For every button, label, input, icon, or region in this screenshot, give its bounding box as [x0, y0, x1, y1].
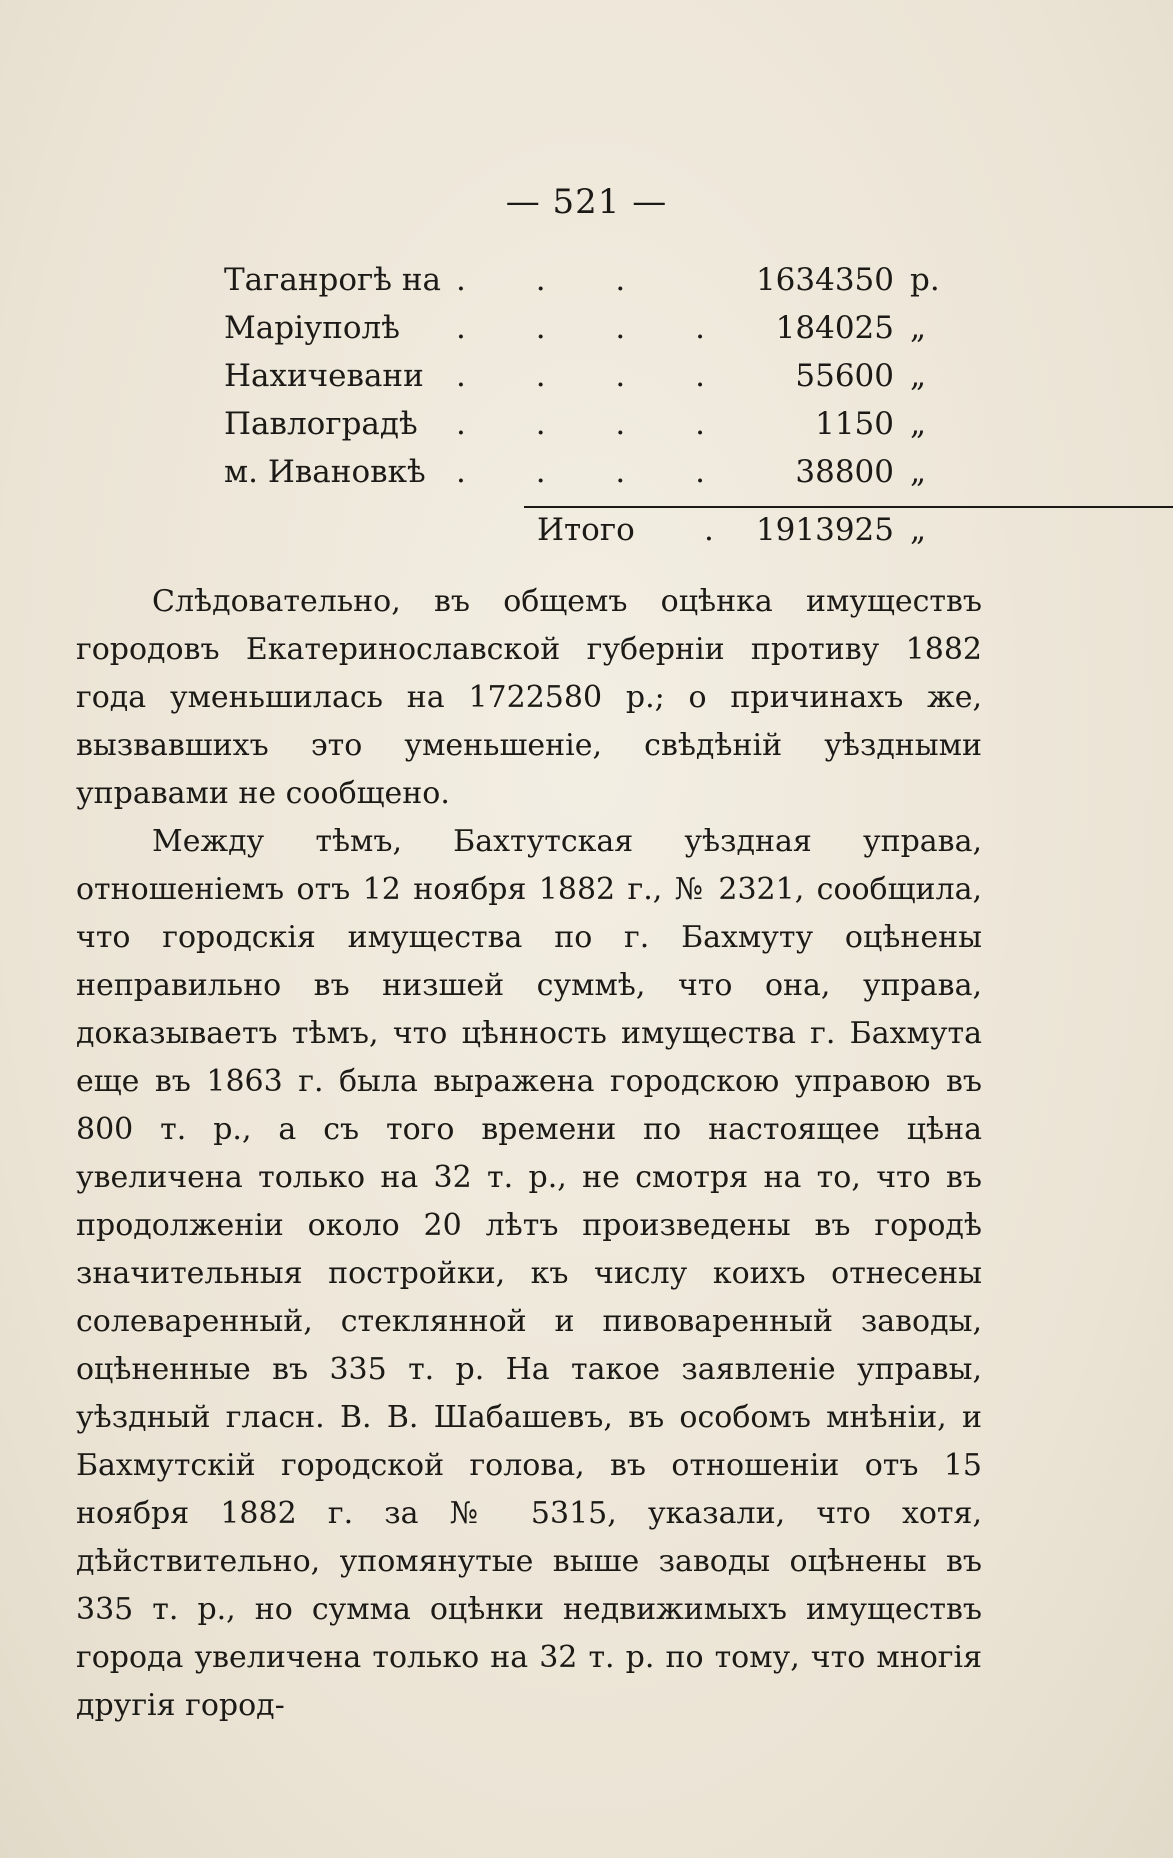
- city-name: Павлоградѣ: [224, 406, 418, 442]
- valuation-amount: 55600: [795, 358, 894, 394]
- table-row: [224, 454, 980, 502]
- total-label: Итого: [537, 512, 635, 548]
- city-name: Таганрогѣ на: [224, 262, 441, 298]
- table-row: [224, 406, 980, 454]
- paragraph-bakhmut: Между тѣмъ, Бахтутская уѣздная управа, отношеніемъ отъ 12 ноября 1882 г., № 2321, сообщила, что городскія имущества по г. Бахмуту оцѣнены неправильно въ низшей суммѣ, что она, управа, доказываетъ тѣмъ, что цѣнность имущества г. Бахмута еще въ 1863 г. была выражена городскою управою въ 800 т. р., а съ того времени по настоящее цѣна увеличена только на 32 т. р., не смотря на то, что въ продолженіи около 20 лѣтъ произведены въ городѣ значительныя постройки, къ числу коихъ отнесены солеваренный, стеклянной и пивоваренный заводы, оцѣненные въ 335 т. р. На такое заявленіе управы, уѣздный гласн. В. В. Шабашевъ, въ особомъ мнѣніи, и Бахмутскій городской голова, въ отношеніи отъ 15 ноября 1882 г. за № 5315, указали, что хотя, дѣйствительно, упомянутые выше заводы оцѣнены въ 335 т. р., но сумма оцѣнки недвижимыхъ имуществъ города увеличена только на 32 т. р. по тому, что многія другія город-: [76, 824, 982, 1723]
- table-row: [224, 262, 980, 310]
- city-name: м. Ивановкѣ: [224, 454, 426, 490]
- leader-dots: . . . .: [456, 454, 735, 490]
- table-row: [224, 310, 980, 358]
- total-row: [224, 512, 980, 560]
- valuation-amount: 184025: [775, 310, 894, 346]
- ditto-mark: „: [910, 406, 927, 442]
- paragraph-summary: Слѣдовательно, въ общемъ оцѣнка имуществъ городовъ Екатеринославской губерніи противу 1882 года уменьшилась на 1722580 р.; о причинахъ же, вызвавшихъ это уменьшеніе, свѣдѣній уѣздными управами не сообщено.: [76, 584, 982, 811]
- leader-dots: . . .: [456, 262, 656, 298]
- leader-dots: . . . .: [456, 358, 735, 394]
- ditto-mark: „: [910, 310, 927, 346]
- ditto-mark: „: [910, 358, 927, 394]
- valuation-amount: 38800: [795, 454, 894, 490]
- valuation-amount: 1150: [815, 406, 894, 442]
- page-number: — 521 —: [505, 182, 668, 222]
- property-valuation-table: [224, 262, 980, 548]
- currency-unit: р.: [910, 262, 940, 298]
- leader-dots: .: [704, 512, 714, 548]
- city-name: Нахичевани: [224, 358, 424, 394]
- ditto-mark: „: [910, 454, 927, 490]
- valuation-amount: 1634350: [755, 262, 894, 298]
- city-name: Маріуполѣ: [224, 310, 400, 346]
- leader-dots: . . . .: [456, 406, 735, 442]
- sum-rule-divider: [524, 506, 1173, 508]
- ditto-mark: „: [910, 512, 927, 548]
- leader-dots: . . . .: [456, 310, 735, 346]
- total-amount: 1913925: [755, 512, 894, 548]
- table-row: [224, 358, 980, 406]
